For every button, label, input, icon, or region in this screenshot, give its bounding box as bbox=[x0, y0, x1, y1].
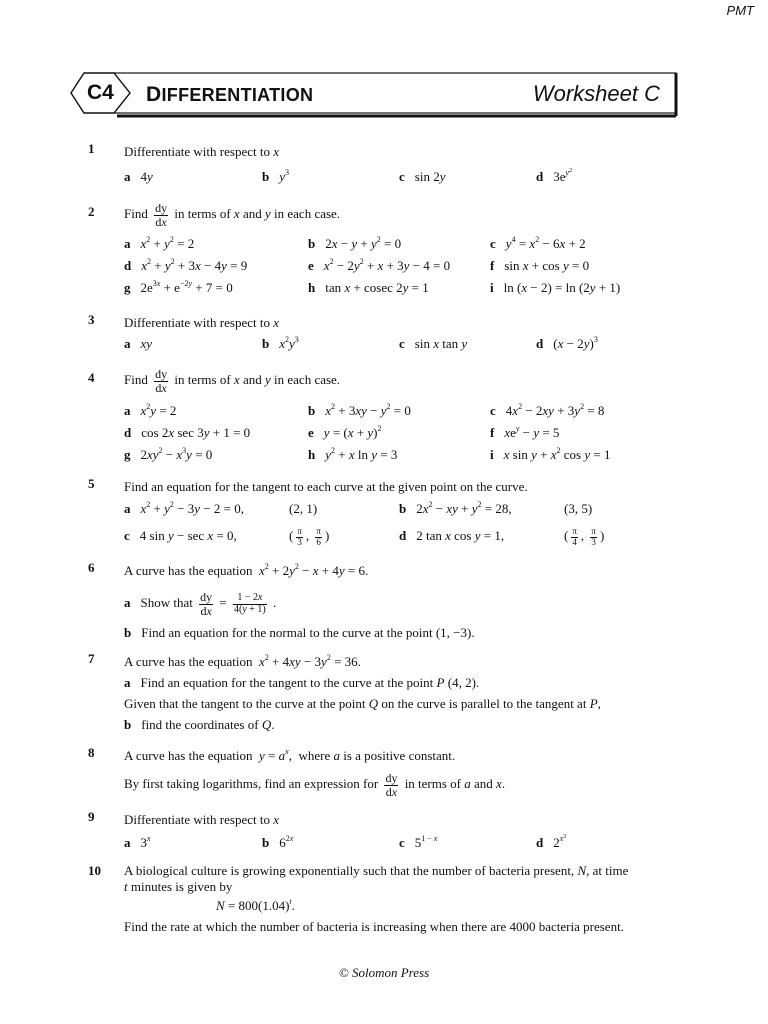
question-stem: Differentiate with respect to x bbox=[124, 315, 279, 330]
part-3b: b $x^2y^3$ bbox=[262, 335, 299, 351]
question-number: 2 bbox=[88, 204, 95, 219]
title-rest: IFFERENTIATION bbox=[161, 85, 314, 105]
part-4h: h $y^2 + x$ ln y = 3 bbox=[308, 446, 398, 462]
question-stem: Find $\frac{dy}{dx}$ in terms of x and y in each case. bbox=[124, 200, 341, 229]
part-2e: e $x^2 - 2y^2 + x + 3y - 4 = 0$ bbox=[308, 257, 451, 273]
part-4f: f $xe^y - y = 5$ bbox=[490, 424, 560, 440]
part-2h: h tan x + cosec 2y = 1 bbox=[308, 280, 429, 295]
part-2f: f sin x + cos y = 0 bbox=[490, 258, 590, 273]
part-5b: b $2x^2$ − xy + $y^2 = 28$, bbox=[399, 500, 512, 516]
part-9b: b $6^{2x}$ bbox=[262, 834, 294, 850]
point-5a: (2, 1) bbox=[289, 501, 318, 516]
question-10-task: Find the rate at which the number of bacteria is increasing when there are 4000 bacteria present. bbox=[124, 919, 624, 934]
question-number: 9 bbox=[88, 809, 95, 824]
publisher-footer: © Solomon Press bbox=[338, 965, 430, 980]
part-6b: b Find an equation for the normal to the curve at the point (1, −3). bbox=[124, 625, 475, 640]
part-9d: d $2^{x^3}$ bbox=[536, 834, 567, 850]
part-4g: g $2xy^2 - x^3y = 0$ bbox=[124, 446, 213, 462]
question-number: 10 bbox=[88, 863, 101, 878]
module-code: C4 bbox=[87, 81, 114, 104]
question-number: 7 bbox=[88, 651, 95, 666]
part-1a: a 4y bbox=[124, 169, 153, 184]
part-5c: c 4 sin y − sec x = 0, bbox=[124, 528, 237, 543]
question-number: 5 bbox=[88, 476, 95, 491]
part-2g: g $2e^{3x} + e^{-2y} + 7 = 0$ bbox=[124, 279, 233, 295]
part-2d: d $x^2 + y^2 + 3x - 4y = 9$ bbox=[124, 257, 248, 273]
part-3d: d $(x - 2y)^3$ bbox=[536, 335, 598, 351]
question-stem: Differentiate with respect to x bbox=[124, 144, 279, 159]
part-2b: b $2x - y + y^2 = 0$ bbox=[308, 235, 402, 251]
question-number: 3 bbox=[88, 312, 95, 327]
part-2a: a $x^2 + y^2 = 2$ bbox=[124, 235, 195, 251]
part-4i: i x $\sin y + x^2$ cos y = 1 bbox=[490, 446, 611, 462]
question-number: 1 bbox=[88, 141, 95, 156]
question-8-task: By first taking logarithms, find an expression for $\frac{dy}{dx}$ in terms of a and x. bbox=[124, 770, 506, 799]
question-number: 6 bbox=[88, 560, 95, 575]
part-9a: a 3$^x$ bbox=[124, 834, 151, 850]
part-2c: c $y^4 = x^2 - 6x + 2$ bbox=[490, 235, 586, 251]
part-4b: b $x^2 + 3xy - y^2 = 0$ bbox=[308, 402, 411, 418]
part-1b: b $y^3$ bbox=[262, 168, 290, 184]
question-7-context: Given that the tangent to the curve at the point Q on the curve is parallel to the tangent at P, bbox=[124, 696, 601, 711]
question-number: 8 bbox=[88, 745, 95, 760]
growth-formula: $N = 800(1.04)^t$. bbox=[216, 897, 295, 913]
question-stem: A curve has the equation $x^2 + 2y^2 - x + 4y = 6$. bbox=[124, 562, 369, 578]
question-stem: Find an equation for the tangent to each curve at the given point on the curve. bbox=[124, 479, 528, 494]
question-stem: Differentiate with respect to x bbox=[124, 812, 279, 827]
part-7b: b find the coordinates of Q. bbox=[124, 717, 275, 732]
part-3a: a xy bbox=[124, 336, 153, 351]
point-5b: (3, 5) bbox=[564, 501, 593, 516]
question-stem: A curve has the equation $y = a^x$, where a is a positive constant. bbox=[124, 747, 456, 763]
worksheet-label: Worksheet C bbox=[532, 81, 660, 106]
question-number: 4 bbox=[88, 370, 95, 385]
part-3c: c sin x tan y bbox=[399, 336, 468, 351]
title-initial: D bbox=[146, 83, 162, 106]
corner-mark: PMT bbox=[726, 3, 754, 18]
part-4e: e $y = (x + y)^2$ bbox=[308, 424, 382, 440]
part-4d: d cos 2x sec 3y + 1 = 0 bbox=[124, 425, 251, 440]
part-4c: c $4x^2 - 2xy + 3y^2 = 8$ bbox=[490, 402, 605, 418]
part-9c: c $5^{1 - x}$ bbox=[399, 834, 438, 850]
point-5c: ( $\frac{\pi}{3}$ , $\frac{\pi}{6}$ ) bbox=[289, 526, 330, 547]
question-stem: A curve has the equation $x^2 + 4xy - 3y^2 = 36$. bbox=[124, 653, 361, 669]
question-10-line-1: A biological culture is growing exponentially such that the number of bacteria present, N, at time bbox=[124, 863, 629, 878]
part-7a: a Find an equation for the tangent to the curve at the point P (4, 2). bbox=[124, 675, 480, 690]
part-1c: c sin 2y bbox=[399, 169, 446, 184]
question-stem: Find $\frac{dy}{dx}$ in terms of x and y in each case. bbox=[124, 366, 341, 395]
question-10-line-2: t minutes is given by bbox=[124, 879, 233, 894]
part-6a: a Show that $\frac{dy}{dx}$ = $\frac{1 - 2x}{4(y + 1)}$ . bbox=[124, 589, 277, 618]
part-4a: a $x^2y = 2$ bbox=[124, 402, 177, 418]
part-5d: d 2 tan x cos y = 1, bbox=[399, 528, 505, 543]
part-1d: d $3e^{y^2}$ bbox=[536, 168, 573, 184]
part-2i: i ln (x − 2) = ln (2y + 1) bbox=[490, 280, 621, 295]
part-5a: a $x^2 + y^2 - 3y - 2 = 0$, bbox=[124, 500, 244, 516]
point-5d: ( $\frac{\pi}{4}$ , $\frac{\pi}{3}$ ) bbox=[564, 526, 605, 547]
